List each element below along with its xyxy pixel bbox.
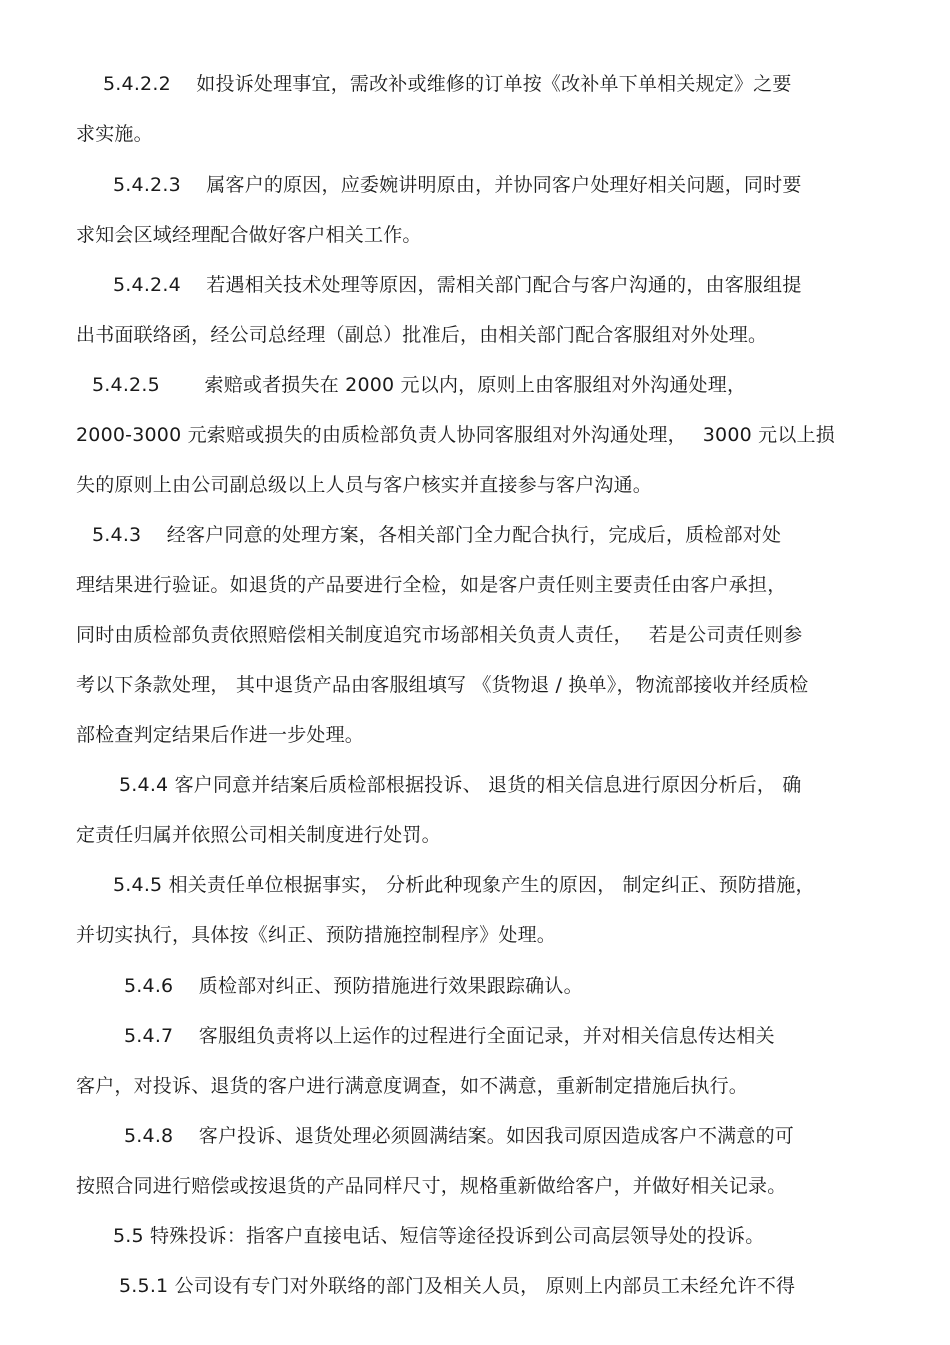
- clause-5-4-7-line-1: 5.4.7 客服组负责将以上运作的过程进行全面记录，并对相关信息传达相关: [124, 1025, 775, 1047]
- clause-5-5-line-1: 5.5 特殊投诉：指客户直接电话、短信等途径投诉到公司高层领导处的投诉。: [113, 1225, 765, 1247]
- clause-5-4-2-4-line-2: 出书面联络函，经公司总经理（副总）批准后，由相关部门配合客服组对外处理。: [76, 324, 768, 346]
- clause-5-4-2-4-line-1: 5.4.2.4 若遇相关技术处理等原因，需相关部门配合与客户沟通的，由客服组提: [113, 274, 802, 296]
- clause-5-4-2-5-line-1: 5.4.2.5 索赔或者损失在 2000 元以内，原则上由客服组对外沟通处理，: [92, 374, 747, 396]
- clause-5-4-3-line-3: 同时由质检部负责依照赔偿相关制度追究市场部相关负责人责任， 若是公司责任则参: [76, 624, 803, 646]
- clause-5-4-2-2-line-1: 5.4.2.2 如投诉处理事宜，需改补或维修的订单按《改补单下单相关规定》之要: [103, 73, 792, 95]
- clause-5-4-2-5-line-2: 2000-3000 元索赔或损失的由质检部负责人协同客服组对外沟通处理， 3000 元以上损: [76, 424, 835, 446]
- clause-5-4-5-line-1: 5.4.5 相关责任单位根据事实， 分析此种现象产生的原因， 制定纠正、预防措施，: [113, 874, 815, 896]
- clause-5-4-7-line-2: 客户，对投诉、退货的客户进行满意度调查，如不满意，重新制定措施后执行。: [76, 1075, 749, 1097]
- clause-5-5-1-line-1: 5.5.1 公司设有专门对外联络的部门及相关人员， 原则上内部员工未经允许不得: [119, 1275, 796, 1297]
- clause-5-4-4-line-1: 5.4.4 客户同意并结案后质检部根据投诉、 退货的相关信息进行原因分析后， 确: [119, 774, 802, 796]
- clause-5-4-3-line-5: 部检查判定结果后作进一步处理。: [76, 724, 365, 746]
- clause-5-4-5-line-2: 并切实执行，具体按《纠正、预防措施控制程序》处理。: [76, 924, 557, 946]
- clause-5-4-3-line-1: 5.4.3 经客户同意的处理方案，各相关部门全力配合执行，完成后，质检部对处: [92, 524, 782, 546]
- clause-5-4-8-line-2: 按照合同进行赔偿或按退货的产品同样尺寸，规格重新做给客户，并做好相关记录。: [76, 1175, 787, 1197]
- clause-5-4-8-line-1: 5.4.8 客户投诉、退货处理必须圆满结案。如因我司原因造成客户不满意的可: [124, 1125, 794, 1147]
- clause-5-4-2-3-line-1: 5.4.2.3 属客户的原因，应委婉讲明原由，并协同客户处理好相关问题，同时要: [113, 174, 802, 196]
- clause-5-4-3-line-2: 理结果进行验证。如退货的产品要进行全检，如是客户责任则主要责任由客户承担，: [76, 574, 787, 596]
- clause-5-4-2-5-line-3: 失的原则上由公司副总级以上人员与客户核实并直接参与客户沟通。: [76, 474, 653, 496]
- clause-5-4-2-2-line-2: 求实施。: [76, 123, 153, 145]
- clause-5-4-4-line-2: 定责任归属并依照公司相关制度进行处罚。: [76, 824, 441, 846]
- clause-5-4-2-3-line-2: 求知会区域经理配合做好客户相关工作。: [76, 224, 422, 246]
- clause-5-4-6-line-1: 5.4.6 质检部对纠正、预防措施进行效果跟踪确认。: [124, 975, 583, 997]
- clause-5-4-3-line-4: 考以下条款处理， 其中退货产品由客服组填写 《货物退 / 换单》，物流部接收并经质检: [76, 674, 809, 696]
